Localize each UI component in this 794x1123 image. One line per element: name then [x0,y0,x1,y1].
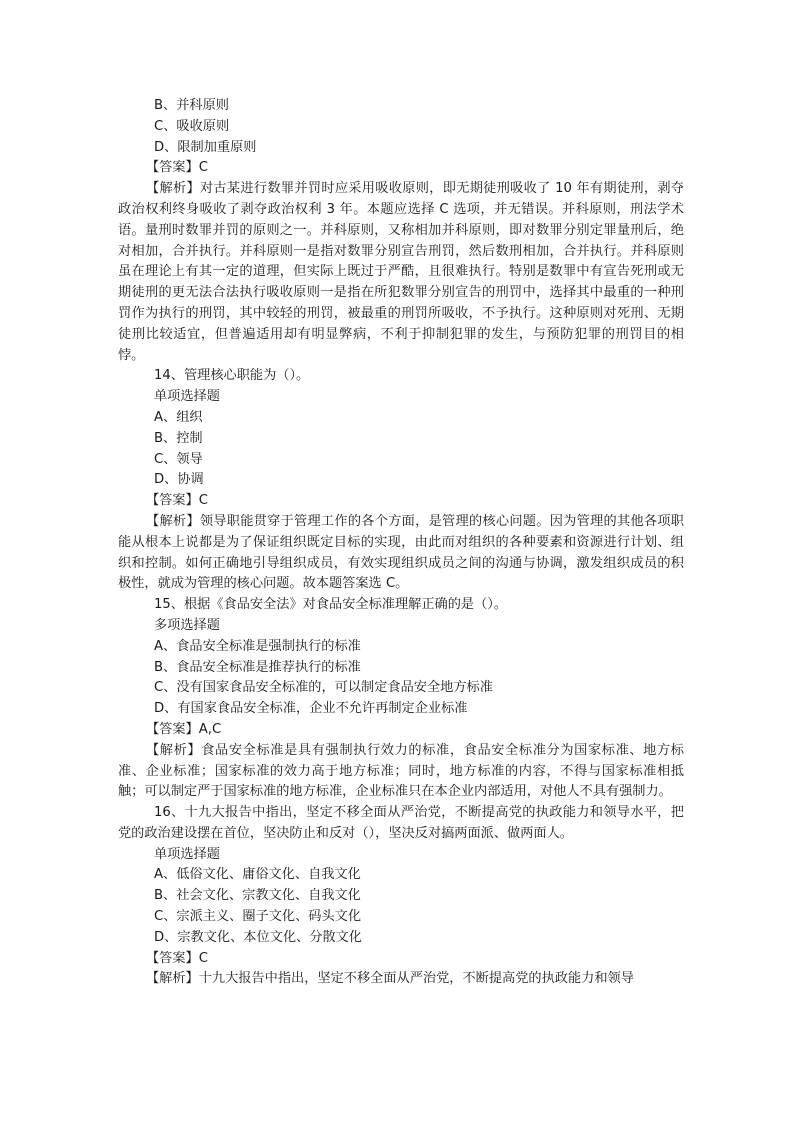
q15-explanation: 【解析】食品安全标准是具有强制执行效力的标准，食品安全标准分为国家标准、地方标准、企业标准；国家标准的效力高于地方标准；同时，地方标准的内容，不得与国家标准相抵触；可以制定严于国家标准的地方标准，企业标准只在本企业内部适用，对他人不具有强制力。 [118,742,684,800]
q15-option-d: D、有国家食品安全标准，企业不允许再制定企业标准 [154,701,468,717]
document-content [118,96,684,990]
q14-option-a: A、组织 [154,409,203,425]
q14-type: 单项选择题 [154,389,220,405]
q15-option-c: C、没有国家食品安全标准的，可以制定食品安全地方标准 [154,680,493,696]
q14-option-b: B、控制 [154,430,203,446]
q16-option-a: A、低俗文化、庸俗文化、自我文化 [154,867,361,883]
q16-option-d: D、宗教文化、本位文化、分散文化 [154,929,362,945]
q14-question: 14、管理核心职能为（）。 [154,368,310,384]
q16-answer: 【答案】C [146,950,208,966]
q15-option-b: B、食品安全标准是推荐执行的标准 [154,659,361,675]
q13-answer: 【答案】C [146,160,208,176]
q14-explanation: 【解析】领导职能贯穿于管理工作的各个方面，是管理的核心问题。因为管理的其他各项职能从根本上说都是为了保证组织既定目标的实现，由此而对组织的各种要素和资源进行计划、组织和控制。如何正确地引导组织成员，有效实现组织成员之间的沟通与协调，激发组织成员的积极性，就成为管理的核心问题。故本题答案选 C。 [118,513,684,592]
q16-option-b: B、社会文化、宗教文化、自我文化 [154,888,361,904]
q15-option-a: A、食品安全标准是强制执行的标准 [154,638,361,654]
q13-option-d: D、限制加重原则 [154,139,257,155]
q16-explanation: 【解析】十九大报告中指出，坚定不移全面从严治党，不断提高党的执政能力和领导 [146,971,634,987]
q13-explanation: 【解析】对古某进行数罪并罚时应采用吸收原则，即无期徒刑吸收了 10 年有期徒刑，剥夺政治权利终身吸收了剥夺政治权利 3 年。本题应选择 C 选项，并无错误。并科原则，刑法学术语。量刑时数罪并罚的原则之一。并科原则，又称相加并科原则，即对数罪分别定罪量刑后，绝对相加，合并执行。并科原则一是指对数罪分别宣告刑罚，然后数刑相加，合并执行。并科原则虽在理论上有其一定的道理，但实际上既过于严酷，且很难执行。特别是数罪中有宣告死刑或无期徒刑的更无法合法执行吸收原则一是指在所犯数罪分别宣告的刑罚中，选择其中最重的一种刑罚作为执行的刑罚，其中较轻的刑罚，被最重的刑罚所吸收，不予执行。这种原则对死刑、无期徒刑比较适宜，但普遍适用却有明显弊病，不利于抑制犯罪的发生，与预防犯罪的刑罚目的相悖。 [118,181,684,363]
q14-answer: 【答案】C [146,493,208,509]
q15-question: 15、根据《食品安全法》对食品安全标准理解正确的是（）。 [154,597,508,613]
q16-type: 单项选择题 [154,846,220,862]
q15-answer: 【答案】A,C [146,721,222,737]
q14-option-c: C、领导 [154,451,203,467]
q16-option-c: C、宗派主义、圈子文化、码头文化 [154,909,362,925]
q16-question: 16、十九大报告中指出，坚定不移全面从严治党，不断提高党的执政能力和领导水平，把党的政治建设摆在首位，坚决防止和反对（），坚决反对搞两面派、做两面人。 [118,805,684,841]
q13-option-b: B、并科原则 [154,98,229,113]
q14-option-d: D、协调 [154,472,204,488]
q13-option-c: C、吸收原则 [154,118,230,134]
q15-type: 多项选择题 [154,617,220,633]
